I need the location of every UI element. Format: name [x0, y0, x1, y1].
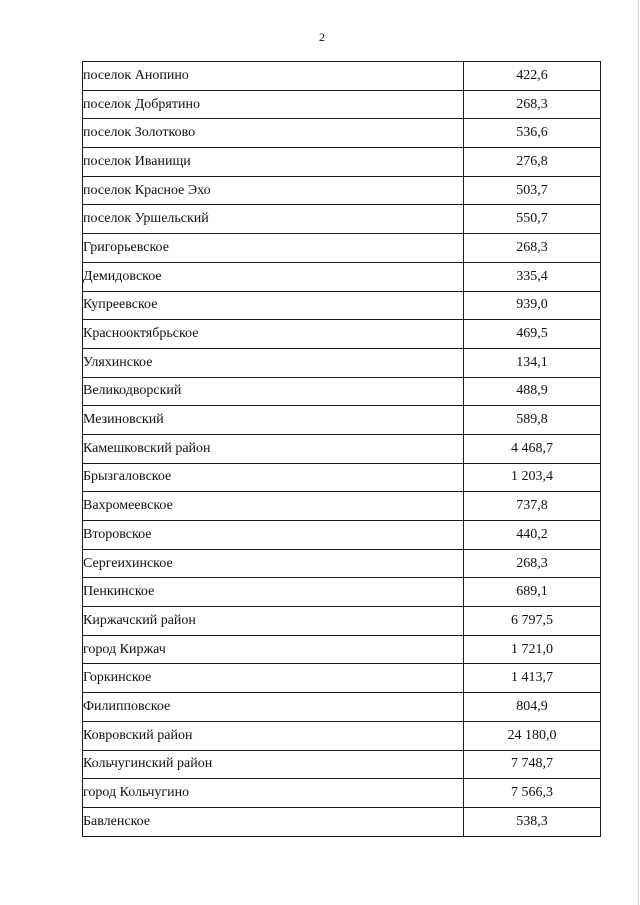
data-table — [82, 61, 601, 837]
table-row — [83, 492, 601, 521]
row-name-cell: Купреевское — [83, 291, 464, 320]
row-name-cell: город Киржач — [83, 635, 464, 664]
row-value-cell: 440,2 — [464, 521, 601, 550]
table-row — [83, 262, 601, 291]
row-name-cell: Сергеихинское — [83, 549, 464, 578]
row-name-cell: Уляхинское — [83, 348, 464, 377]
table-row — [83, 119, 601, 148]
table-body — [83, 62, 601, 837]
row-name-cell: поселок Иванищи — [83, 148, 464, 177]
row-name-cell: Филипповское — [83, 693, 464, 722]
row-value-cell: 276,8 — [464, 148, 601, 177]
row-name-cell: Григорьевское — [83, 234, 464, 263]
table-row — [83, 205, 601, 234]
table-row — [83, 807, 601, 836]
row-value-cell: 1 203,4 — [464, 463, 601, 492]
row-name-cell: Камешковский район — [83, 434, 464, 463]
row-value-cell: 268,3 — [464, 234, 601, 263]
row-name-cell: Брызгаловское — [83, 463, 464, 492]
table-row — [83, 320, 601, 349]
row-name-cell: Киржачский район — [83, 607, 464, 636]
table-row — [83, 664, 601, 693]
row-name-cell: Мезиновский — [83, 406, 464, 435]
table-row — [83, 234, 601, 263]
table-row — [83, 463, 601, 492]
table-row — [83, 693, 601, 722]
row-value-cell: 7 566,3 — [464, 779, 601, 808]
table-row — [83, 176, 601, 205]
table-row — [83, 578, 601, 607]
row-value-cell: 689,1 — [464, 578, 601, 607]
row-name-cell: Пенкинское — [83, 578, 464, 607]
row-value-cell: 268,3 — [464, 90, 601, 119]
row-value-cell: 6 797,5 — [464, 607, 601, 636]
row-name-cell: Ковровский район — [83, 721, 464, 750]
row-name-cell: Демидовское — [83, 262, 464, 291]
table-row — [83, 721, 601, 750]
row-value-cell: 134,1 — [464, 348, 601, 377]
row-value-cell: 737,8 — [464, 492, 601, 521]
row-name-cell: Бавленское — [83, 807, 464, 836]
row-value-cell: 804,9 — [464, 693, 601, 722]
row-value-cell: 939,0 — [464, 291, 601, 320]
table-row — [83, 434, 601, 463]
row-value-cell: 1 721,0 — [464, 635, 601, 664]
row-name-cell: город Кольчугино — [83, 779, 464, 808]
table-row — [83, 549, 601, 578]
table-row — [83, 148, 601, 177]
table-row — [83, 90, 601, 119]
row-value-cell: 1 413,7 — [464, 664, 601, 693]
row-value-cell: 589,8 — [464, 406, 601, 435]
row-value-cell: 503,7 — [464, 176, 601, 205]
row-value-cell: 268,3 — [464, 549, 601, 578]
table-row — [83, 779, 601, 808]
table-row — [83, 521, 601, 550]
row-name-cell: Второвское — [83, 521, 464, 550]
row-name-cell: поселок Золотково — [83, 119, 464, 148]
row-value-cell: 536,6 — [464, 119, 601, 148]
row-value-cell: 488,9 — [464, 377, 601, 406]
row-value-cell: 7 748,7 — [464, 750, 601, 779]
row-value-cell: 550,7 — [464, 205, 601, 234]
page-number: 2 — [319, 30, 325, 44]
table-row — [83, 406, 601, 435]
row-value-cell: 422,6 — [464, 62, 601, 91]
row-name-cell: поселок Уршельский — [83, 205, 464, 234]
row-name-cell: поселок Анопино — [83, 62, 464, 91]
row-name-cell: Горкинское — [83, 664, 464, 693]
table-row — [83, 635, 601, 664]
row-value-cell: 538,3 — [464, 807, 601, 836]
row-value-cell: 24 180,0 — [464, 721, 601, 750]
row-name-cell: Краснооктябрьское — [83, 320, 464, 349]
table-row — [83, 377, 601, 406]
row-value-cell: 469,5 — [464, 320, 601, 349]
row-name-cell: Вахромеевское — [83, 492, 464, 521]
row-name-cell: поселок Красное Эхо — [83, 176, 464, 205]
row-value-cell: 335,4 — [464, 262, 601, 291]
table-row — [83, 750, 601, 779]
table-row — [83, 607, 601, 636]
row-value-cell: 4 468,7 — [464, 434, 601, 463]
table-row — [83, 348, 601, 377]
page-edge-line — [638, 0, 639, 905]
table-row — [83, 291, 601, 320]
row-name-cell: Великодворский — [83, 377, 464, 406]
table-row — [83, 62, 601, 91]
row-name-cell: Кольчугинский район — [83, 750, 464, 779]
row-name-cell: поселок Добрятино — [83, 90, 464, 119]
